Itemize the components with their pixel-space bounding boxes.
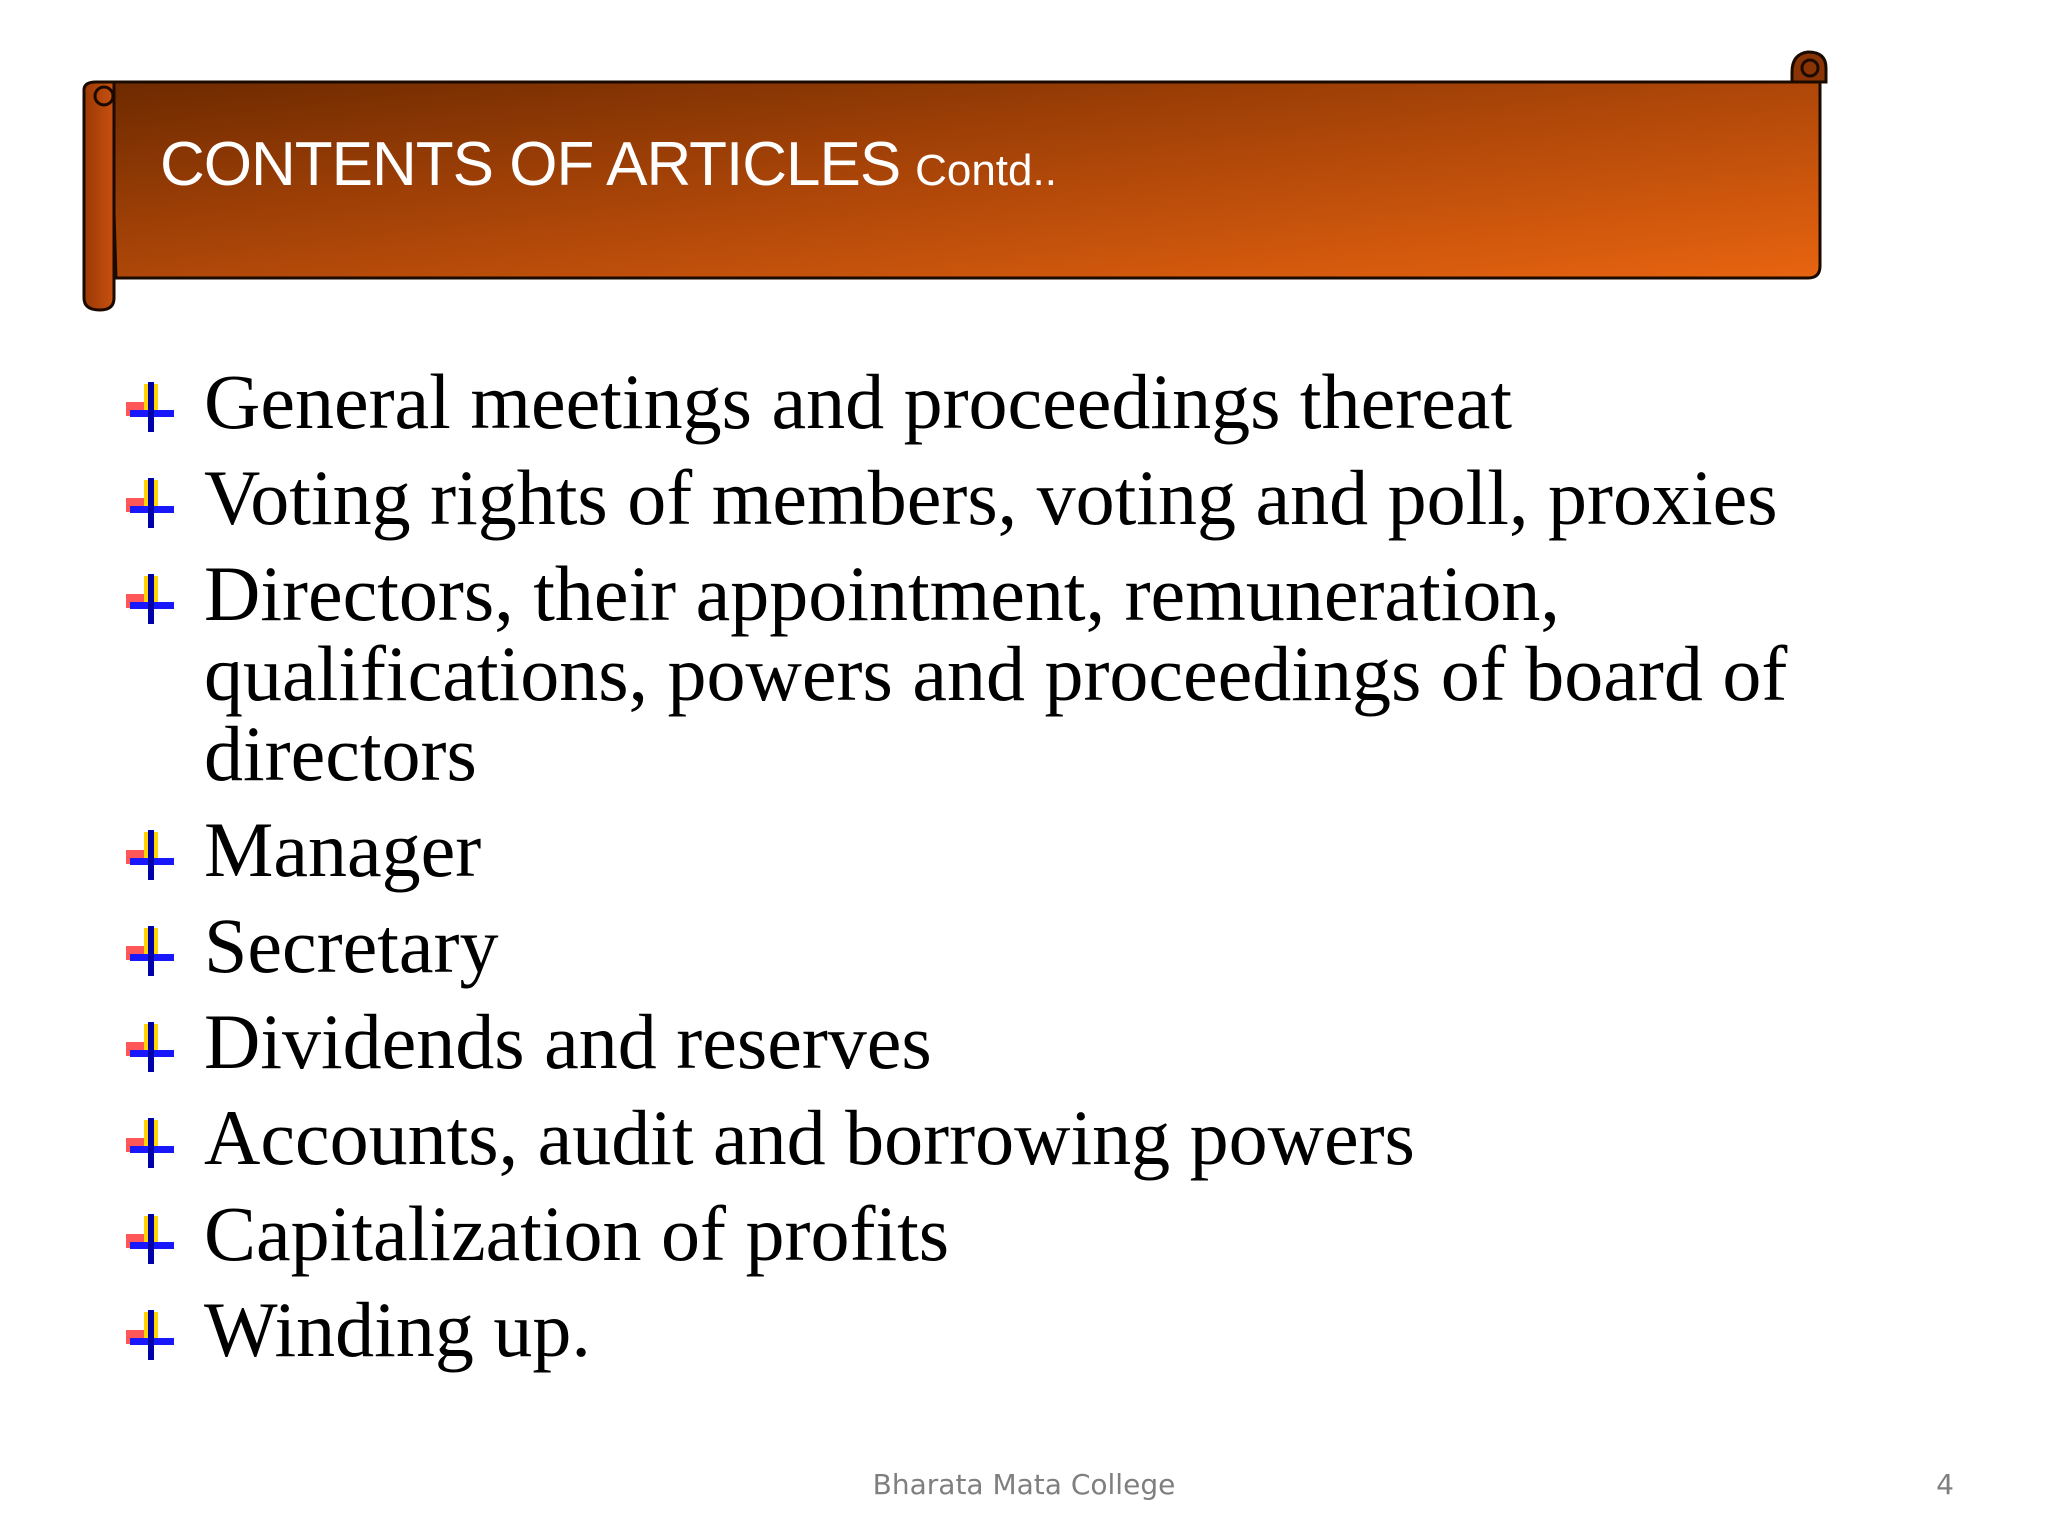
arrow-down-plus-icon: [124, 1308, 178, 1362]
footer-college-name: Bharata Mata College: [872, 1468, 1176, 1501]
bullet-list: [124, 358, 1884, 1386]
arrow-down-plus-icon: [124, 1020, 178, 1074]
title-sub-text: Contd..: [915, 146, 1057, 195]
bullet-text: Manager: [204, 806, 482, 893]
list-item: [124, 1286, 1884, 1373]
arrow-down-plus-icon: [124, 828, 178, 882]
list-item: [124, 1094, 1884, 1181]
list-item: [124, 902, 1884, 989]
bullet-text: Dividends and reserves: [204, 998, 932, 1085]
slide-number: 4: [1936, 1468, 1954, 1501]
bullet-text: Accounts, audit and borrowing powers: [204, 1094, 1415, 1181]
arrow-down-plus-icon: [124, 476, 178, 530]
bullet-text: Capitalization of profits: [204, 1190, 950, 1277]
list-item: [124, 454, 1884, 541]
arrow-down-plus-icon: [124, 1212, 178, 1266]
bullet-text: Voting rights of members, voting and poll, proxies: [204, 454, 1778, 541]
bullet-text: General meetings and proceedings thereat: [204, 358, 1513, 445]
arrow-down-plus-icon: [124, 1116, 178, 1170]
list-item: [124, 358, 1884, 445]
list-item: [124, 1190, 1884, 1277]
arrow-down-plus-icon: [124, 924, 178, 978]
slide-title: [160, 130, 1057, 199]
list-item: [124, 806, 1884, 893]
bullet-text: Secretary: [204, 902, 499, 989]
bullet-text: Winding up.: [204, 1286, 591, 1373]
arrow-down-plus-icon: [124, 380, 178, 434]
list-item: [124, 550, 1884, 797]
title-main-text: CONTENTS OF ARTICLES: [160, 130, 901, 199]
list-item: [124, 998, 1884, 1085]
bullet-text: Directors, their appointment, remuneration, qualifications, powers and proceedings of board of directors: [204, 550, 1788, 797]
arrow-down-plus-icon: [124, 572, 178, 626]
